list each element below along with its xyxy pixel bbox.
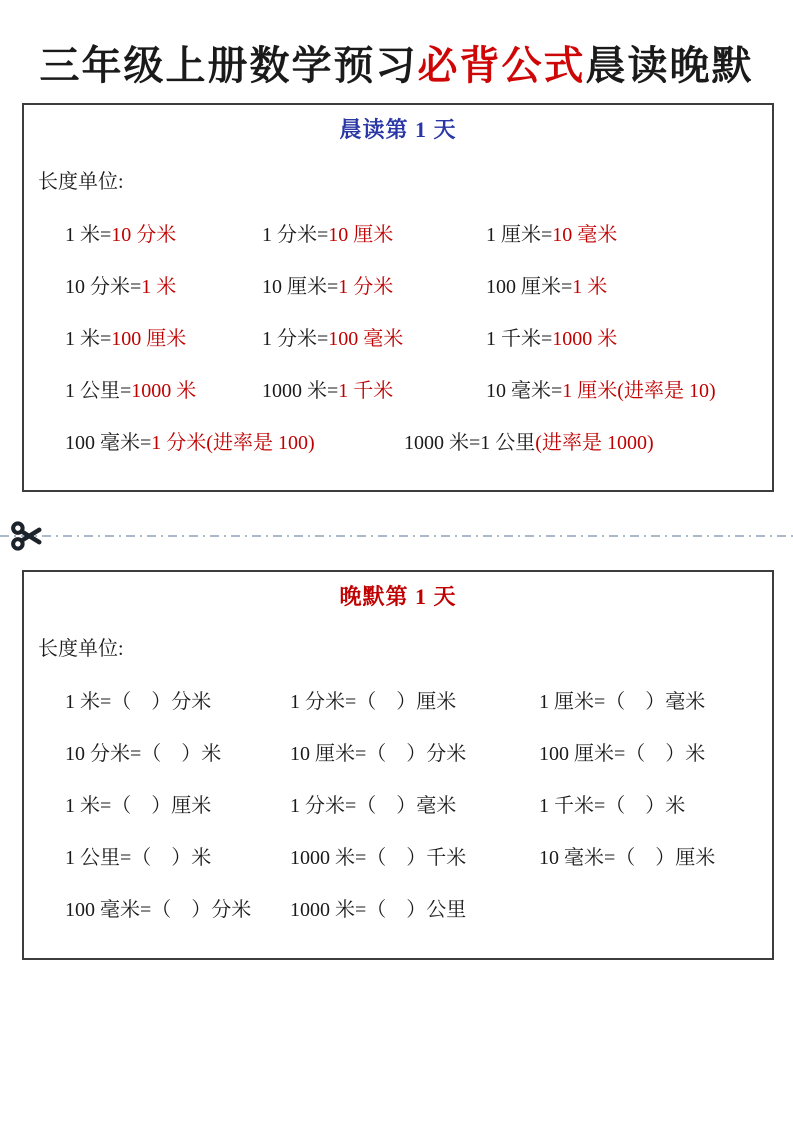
evening-recite-panel [22, 570, 774, 960]
blank-formula-row [65, 847, 772, 870]
formula-cell: 100 毫米=1 分米(进率是 100) [65, 432, 315, 454]
formula-cell: 1 分米=100 毫米 [262, 328, 404, 350]
blank-formula-row [65, 691, 772, 714]
morning-section-label: 长度单位: [38, 171, 124, 193]
formula-cell: 1000 米=1 公里(进率是 1000) [404, 432, 654, 454]
formula-row [65, 432, 772, 455]
blank-formula-row [65, 743, 772, 766]
title-prefix: 三年级上册数学预习 [39, 43, 418, 88]
blank-formula-cell: 10 分米=（ ）米 [65, 743, 222, 765]
dash-dot-cut-line [0, 517, 793, 555]
page-title [0, 34, 793, 91]
morning-panel-title: 晨读第 1 天 [339, 117, 457, 142]
blank-formula-cell: 1 千米=（ ）米 [539, 795, 686, 817]
blank-formula-cell: 100 毫米=（ ）分米 [65, 899, 252, 921]
formula-cell: 10 厘米=1 分米 [262, 276, 394, 298]
blank-formula-cell: 1 分米=（ ）厘米 [290, 691, 457, 713]
scissors-icon [10, 518, 46, 554]
formula-cell: 1 分米=10 厘米 [262, 224, 394, 246]
morning-reading-panel [22, 103, 774, 492]
formula-cell: 1 厘米=10 毫米 [486, 224, 618, 246]
blank-formula-cell: 1 公里=（ ）米 [65, 847, 212, 869]
blank-formula-row [65, 795, 772, 818]
formula-row [65, 328, 772, 351]
evening-panel-title: 晚默第 1 天 [339, 584, 457, 609]
formula-cell: 10 分米=1 米 [65, 276, 177, 298]
blank-formula-cell: 1 米=（ ）厘米 [65, 795, 212, 817]
formula-cell: 1000 米=1 千米 [262, 380, 394, 402]
blank-formula-row [65, 899, 772, 922]
formula-cell: 1 公里=1000 米 [65, 380, 197, 402]
title-suffix: 晨读晚默 [585, 43, 754, 88]
blank-formula-cell: 1 厘米=（ ）毫米 [539, 691, 706, 713]
formula-row [65, 276, 772, 299]
formula-cell: 10 毫米=1 厘米(进率是 10) [486, 380, 716, 402]
blank-formula-cell: 100 厘米=（ ）米 [539, 743, 706, 765]
formula-cell: 1 米=100 厘米 [65, 328, 187, 350]
formula-row [65, 224, 772, 247]
title-highlight: 必背公式 [417, 43, 586, 88]
blank-formula-cell: 1000 米=（ ）千米 [290, 847, 467, 869]
formula-cell: 1 米=10 分米 [65, 224, 177, 246]
blank-formula-cell: 10 厘米=（ ）分米 [290, 743, 467, 765]
formula-cell: 1 千米=1000 米 [486, 328, 618, 350]
formula-row [65, 380, 772, 403]
cut-line [0, 517, 793, 555]
evening-section-label: 长度单位: [38, 638, 124, 660]
blank-formula-cell: 1 分米=（ ）毫米 [290, 795, 457, 817]
blank-formula-cell: 1000 米=（ ）公里 [290, 899, 467, 921]
formula-cell: 100 厘米=1 米 [486, 276, 608, 298]
blank-formula-cell: 10 毫米=（ ）厘米 [539, 847, 716, 869]
blank-formula-cell: 1 米=（ ）分米 [65, 691, 212, 713]
